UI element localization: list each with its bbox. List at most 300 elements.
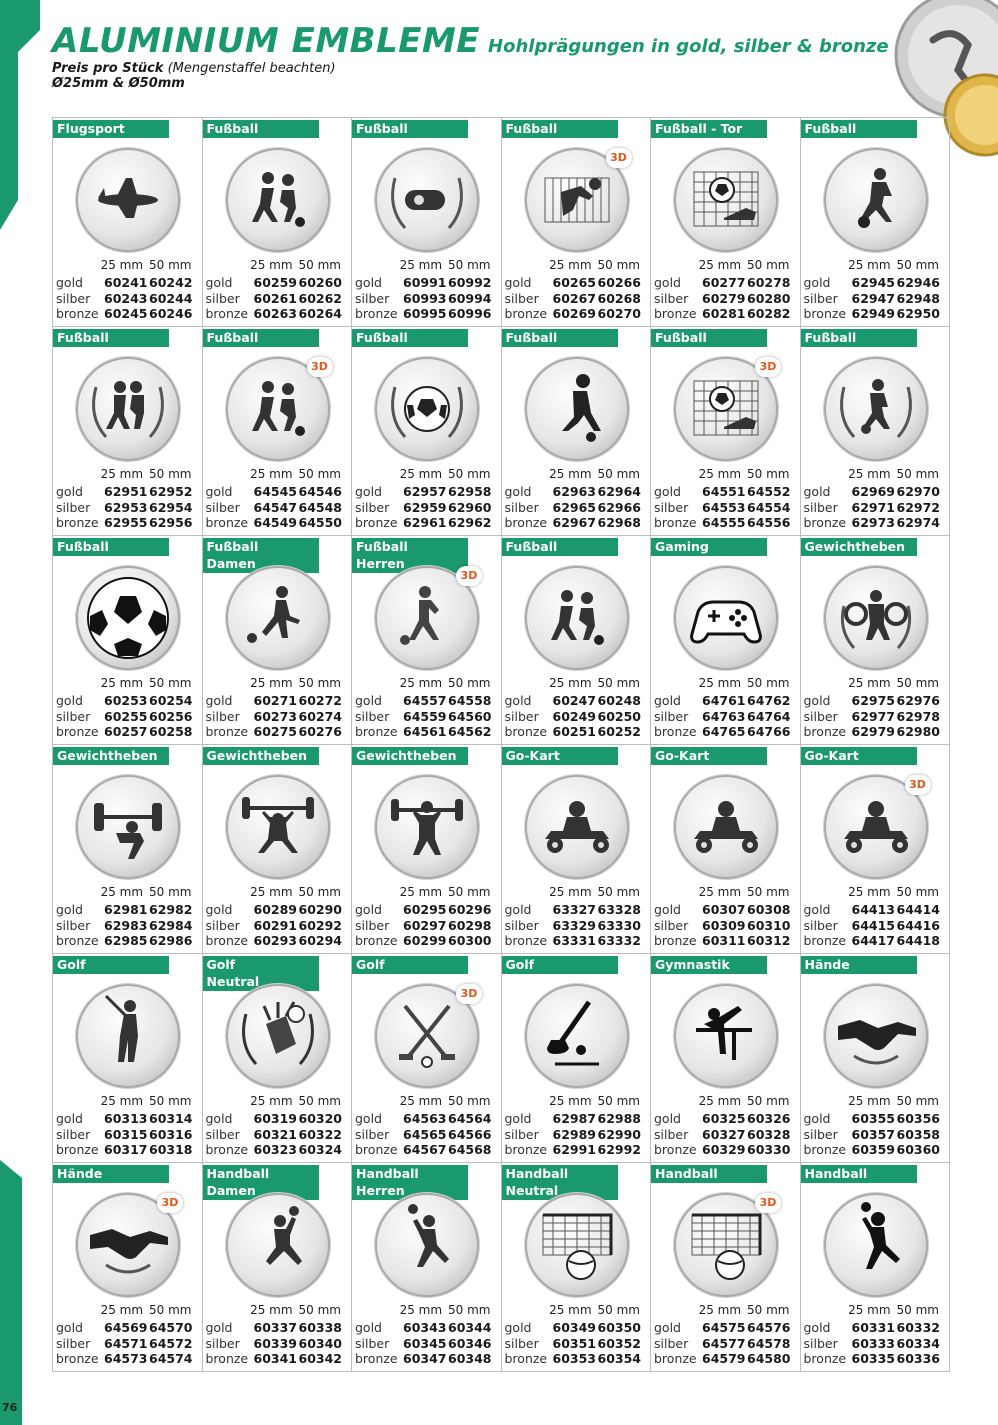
article-number-50mm[interactable]: 62968 [597, 515, 641, 530]
article-number-50mm[interactable]: 62984 [149, 917, 193, 933]
article-number-25mm[interactable]: 64549 [253, 515, 297, 530]
article-number-25mm[interactable]: 60991 [403, 275, 447, 290]
emblem-card[interactable] [801, 536, 951, 745]
article-number-25mm[interactable]: 60333 [851, 1335, 895, 1351]
soccer-kick-wreath-icon [824, 357, 928, 461]
weightlifter-squat-icon [226, 775, 330, 879]
article-number-25mm[interactable]: 64563 [403, 1111, 447, 1126]
metal-row [505, 306, 643, 322]
article-number-25mm[interactable]: 60331 [851, 1320, 895, 1335]
article-number-25mm[interactable]: 60273 [253, 708, 297, 724]
emblem-card[interactable] [651, 1163, 801, 1372]
size-label: 25 mm [399, 1094, 443, 1108]
article-number-25mm[interactable]: 62949 [851, 306, 895, 321]
article-number-50mm[interactable]: 60268 [597, 290, 641, 306]
metal-row [206, 709, 344, 725]
article-number-50mm[interactable]: 62966 [597, 499, 641, 515]
article-number-50mm[interactable]: 64762 [747, 693, 791, 708]
article-number-25mm[interactable]: 60279 [702, 290, 746, 306]
article-number-50mm[interactable]: 60248 [597, 693, 641, 708]
article-number-25mm[interactable]: 60241 [104, 275, 148, 290]
metal-name: bronze [803, 306, 847, 321]
article-number-50mm[interactable]: 62974 [896, 515, 940, 530]
metal-name: gold [654, 275, 681, 290]
article-number-50mm[interactable]: 64418 [896, 933, 940, 948]
article-number-25mm[interactable]: 64559 [403, 708, 447, 724]
article-number-25mm[interactable]: 60353 [552, 1351, 596, 1366]
article-number-25mm[interactable]: 60245 [104, 306, 148, 321]
article-number-50mm[interactable]: 60262 [298, 290, 342, 306]
article-number-50mm[interactable]: 60276 [298, 724, 342, 739]
article-number-50mm[interactable]: 60300 [448, 933, 492, 948]
article-number-50mm[interactable]: 62992 [597, 1142, 641, 1157]
article-number-25mm[interactable]: 60253 [104, 693, 148, 708]
article-number-50mm[interactable]: 60252 [597, 724, 641, 739]
article-number-50mm[interactable]: 60332 [896, 1320, 940, 1335]
article-number-50mm[interactable]: 64562 [448, 724, 492, 739]
article-number-50mm[interactable]: 60308 [747, 902, 791, 917]
metal-row [56, 902, 194, 918]
emblem-card[interactable] [651, 118, 801, 327]
article-number-50mm[interactable]: 60358 [896, 1126, 940, 1142]
article-number-50mm[interactable]: 60326 [747, 1111, 791, 1126]
article-number-50mm[interactable]: 60272 [298, 693, 342, 708]
category-label [651, 1165, 767, 1183]
article-number-50mm[interactable]: 64764 [747, 708, 791, 724]
article-number-25mm[interactable]: 60335 [851, 1351, 895, 1366]
article-number-50mm[interactable]: 60254 [149, 693, 193, 708]
emblem-card[interactable] [651, 327, 801, 536]
article-number-50mm[interactable]: 62958 [448, 484, 492, 499]
article-number-50mm[interactable]: 60320 [298, 1111, 342, 1126]
article-number-50mm[interactable]: 64576 [747, 1320, 791, 1335]
article-number-50mm[interactable]: 60328 [747, 1126, 791, 1142]
article-number-50mm[interactable]: 60360 [896, 1142, 940, 1157]
metal-name: bronze [205, 933, 249, 948]
emblem-card[interactable] [502, 327, 652, 536]
article-number-50mm[interactable]: 64554 [747, 499, 791, 515]
article-number-25mm[interactable]: 63331 [552, 933, 596, 948]
emblem-card[interactable] [502, 118, 652, 327]
article-number-25mm[interactable]: 62981 [104, 902, 148, 917]
article-number-25mm[interactable]: 62975 [851, 693, 895, 708]
emblem-card[interactable] [352, 954, 502, 1163]
metal-name: silber [205, 290, 240, 306]
article-number-50mm[interactable]: 60356 [896, 1111, 940, 1126]
article-number-25mm[interactable]: 62945 [851, 275, 895, 290]
article-number-50mm[interactable]: 60348 [448, 1351, 492, 1366]
article-number-50mm[interactable]: 64580 [747, 1351, 791, 1366]
article-number-50mm[interactable]: 64572 [149, 1335, 193, 1351]
article-number-50mm[interactable]: 60336 [896, 1351, 940, 1366]
article-number-50mm[interactable]: 63328 [597, 902, 641, 917]
article-number-50mm[interactable]: 60278 [747, 275, 791, 290]
article-number-25mm[interactable]: 64765 [702, 724, 746, 739]
article-number-50mm[interactable]: 64546 [298, 484, 342, 499]
emblem-card[interactable] [801, 954, 951, 1163]
article-number-50mm[interactable]: 64416 [896, 917, 940, 933]
article-number-50mm[interactable]: 64578 [747, 1335, 791, 1351]
article-number-50mm[interactable]: 60250 [597, 708, 641, 724]
metal-name: gold [504, 275, 532, 290]
article-number-50mm[interactable]: 64552 [747, 484, 791, 499]
article-number-25mm[interactable]: 62967 [552, 515, 596, 530]
article-number-50mm[interactable]: 60310 [747, 917, 791, 933]
category-name: Handball [356, 1166, 419, 1181]
article-number-25mm[interactable]: 62951 [104, 484, 148, 499]
article-number-50mm[interactable]: 63330 [597, 917, 641, 933]
article-number-50mm[interactable]: 62986 [149, 933, 193, 948]
size-header [244, 885, 341, 899]
article-number-50mm[interactable]: 60292 [298, 917, 342, 933]
article-number-25mm[interactable]: 60289 [253, 902, 297, 917]
emblem-card[interactable] [801, 327, 951, 536]
category-variant: Herren [356, 1183, 405, 1198]
article-number-25mm[interactable]: 60293 [253, 933, 297, 948]
article-number-25mm[interactable]: 60247 [552, 693, 596, 708]
article-number-25mm[interactable]: 62971 [851, 499, 895, 515]
size-header [543, 1303, 640, 1317]
article-number-25mm[interactable]: 64565 [403, 1126, 447, 1142]
article-number-25mm[interactable]: 62973 [851, 515, 895, 530]
article-number-50mm[interactable]: 60354 [597, 1351, 641, 1366]
metal-name: silber [504, 708, 539, 724]
article-number-25mm[interactable]: 62983 [104, 917, 148, 933]
metal-name: bronze [654, 1142, 697, 1157]
article-number-25mm[interactable]: 64567 [403, 1142, 447, 1157]
article-number-50mm[interactable]: 62962 [448, 515, 492, 530]
article-number-50mm[interactable]: 60996 [448, 306, 492, 321]
article-number-25mm[interactable]: 62989 [552, 1126, 596, 1142]
article-number-25mm[interactable]: 64555 [702, 515, 746, 530]
article-number-50mm[interactable]: 63332 [597, 933, 641, 948]
article-number-50mm[interactable]: 64556 [747, 515, 791, 530]
article-number-25mm[interactable]: 64573 [104, 1351, 148, 1366]
article-number-25mm[interactable]: 64553 [702, 499, 746, 515]
article-number-50mm[interactable]: 60994 [448, 290, 492, 306]
soccer-pictogram-icon [525, 357, 629, 461]
article-number-50mm[interactable]: 60274 [298, 708, 342, 724]
article-number-25mm[interactable]: 60309 [702, 917, 746, 933]
size-info: Ø25mm & Ø50mm [52, 76, 185, 91]
size-label: 50 mm [448, 1094, 491, 1108]
article-number-50mm[interactable]: 64550 [298, 515, 342, 530]
article-number-50mm[interactable]: 60314 [149, 1111, 193, 1126]
metal-name: bronze [803, 724, 847, 739]
article-number-25mm[interactable]: 60357 [851, 1126, 895, 1142]
article-number-25mm[interactable]: 60325 [702, 1111, 746, 1126]
article-number-25mm[interactable]: 64415 [851, 917, 895, 933]
article-number-50mm[interactable]: 62946 [896, 275, 940, 290]
metal-name: bronze [803, 1351, 847, 1366]
article-number-25mm[interactable]: 62991 [552, 1142, 596, 1157]
article-number-50mm[interactable]: 62976 [896, 693, 940, 708]
article-number-25mm[interactable]: 62955 [104, 515, 148, 530]
article-number-25mm[interactable]: 60249 [552, 708, 596, 724]
emblem-card[interactable] [352, 327, 502, 536]
emblem-card[interactable] [53, 118, 203, 327]
emblem-card[interactable] [203, 327, 353, 536]
article-number-50mm[interactable]: 60242 [149, 275, 193, 290]
category-label [801, 329, 917, 347]
article-number-50mm[interactable]: 60352 [597, 1335, 641, 1351]
emblem-card[interactable] [801, 118, 951, 327]
emblem-card[interactable] [651, 536, 801, 745]
article-number-50mm[interactable]: 62990 [597, 1126, 641, 1142]
article-number-50mm[interactable]: 60346 [448, 1335, 492, 1351]
article-number-25mm[interactable]: 60261 [253, 290, 297, 306]
article-number-50mm[interactable]: 62948 [896, 290, 940, 306]
article-number-25mm[interactable]: 62961 [403, 515, 447, 530]
article-number-25mm[interactable]: 62979 [851, 724, 895, 739]
article-number-50mm[interactable]: 60992 [448, 275, 492, 290]
article-number-50mm[interactable]: 64564 [448, 1111, 492, 1126]
article-number-25mm[interactable]: 62987 [552, 1111, 596, 1126]
article-number-50mm[interactable]: 62960 [448, 499, 492, 515]
article-number-25mm[interactable]: 64561 [403, 724, 447, 739]
article-number-50mm[interactable]: 60330 [747, 1142, 791, 1157]
article-number-25mm[interactable]: 63327 [552, 902, 596, 917]
emblem-card[interactable] [801, 1163, 951, 1372]
emblem-card[interactable] [502, 1163, 652, 1372]
article-number-25mm[interactable]: 62965 [552, 499, 596, 515]
article-number-25mm[interactable]: 60351 [552, 1335, 596, 1351]
article-number-25mm[interactable]: 62957 [403, 484, 447, 499]
article-number-25mm[interactable]: 64569 [104, 1320, 148, 1335]
emblem-card[interactable] [53, 745, 203, 954]
category-label [352, 747, 468, 765]
article-number-25mm[interactable]: 60359 [851, 1142, 895, 1157]
article-number-50mm[interactable]: 60266 [597, 275, 641, 290]
article-number-25mm[interactable]: 60267 [552, 290, 596, 306]
article-number-25mm[interactable]: 60299 [403, 933, 447, 948]
article-number-50mm[interactable]: 62950 [896, 306, 940, 321]
article-number-25mm[interactable]: 60251 [552, 724, 596, 739]
article-number-25mm[interactable]: 64557 [403, 693, 447, 708]
article-number-25mm[interactable]: 60307 [702, 902, 746, 917]
metal-name: gold [355, 1111, 382, 1126]
article-number-25mm[interactable]: 60295 [403, 902, 447, 917]
article-number-25mm[interactable]: 60277 [702, 275, 746, 290]
emblem-card[interactable] [203, 1163, 353, 1372]
emblem-card[interactable] [53, 536, 203, 745]
article-number-50mm[interactable]: 60294 [298, 933, 342, 948]
article-number-50mm[interactable]: 60244 [149, 290, 193, 306]
article-number-50mm[interactable]: 60316 [149, 1126, 193, 1142]
article-number-25mm[interactable]: 64761 [702, 693, 746, 708]
metal-row [56, 724, 194, 740]
article-number-25mm[interactable]: 62985 [104, 933, 148, 948]
article-number-25mm[interactable]: 63329 [552, 917, 596, 933]
article-number-25mm[interactable]: 60319 [253, 1111, 297, 1126]
article-number-25mm[interactable]: 60257 [104, 724, 148, 739]
emblem-card[interactable] [352, 118, 502, 327]
emblem-card[interactable] [651, 954, 801, 1163]
article-number-25mm[interactable]: 60341 [253, 1351, 297, 1366]
article-number-25mm[interactable]: 60297 [403, 917, 447, 933]
goal-ball-boot-icon [674, 148, 778, 252]
article-number-25mm[interactable]: 60313 [104, 1111, 148, 1126]
article-number-25mm[interactable]: 60265 [552, 275, 596, 290]
emblem-card[interactable] [502, 536, 652, 745]
article-number-50mm[interactable]: 64548 [298, 499, 342, 515]
article-number-50mm[interactable]: 64566 [448, 1126, 492, 1142]
article-number-25mm[interactable]: 62963 [552, 484, 596, 499]
badge-3d: 3D [606, 148, 632, 168]
metal-row [355, 306, 493, 322]
article-number-25mm[interactable]: 60321 [253, 1126, 297, 1142]
article-number-50mm[interactable]: 60350 [597, 1320, 641, 1335]
article-number-25mm[interactable]: 64551 [702, 484, 746, 499]
metal-row [505, 902, 643, 918]
article-number-25mm[interactable]: 64763 [702, 708, 746, 724]
article-number-50mm[interactable]: 60296 [448, 902, 492, 917]
article-number-50mm[interactable]: 60322 [298, 1126, 342, 1142]
article-number-25mm[interactable]: 60317 [104, 1142, 148, 1157]
emblem-card[interactable] [352, 536, 502, 745]
metal-name: silber [355, 917, 390, 933]
article-number-25mm[interactable]: 62959 [403, 499, 447, 515]
article-number-50mm[interactable]: 60312 [747, 933, 791, 948]
article-number-25mm[interactable]: 60327 [702, 1126, 746, 1142]
article-number-25mm[interactable]: 62969 [851, 484, 895, 499]
article-number-25mm[interactable]: 60243 [104, 290, 148, 306]
article-number-50mm[interactable]: 62980 [896, 724, 940, 739]
article-number-25mm[interactable]: 60993 [403, 290, 447, 306]
article-number-25mm[interactable]: 64545 [253, 484, 297, 499]
article-number-25mm[interactable]: 64577 [702, 1335, 746, 1351]
article-number-50mm[interactable]: 60342 [298, 1351, 342, 1366]
emblem-card[interactable] [203, 536, 353, 745]
article-number-50mm[interactable]: 60340 [298, 1335, 342, 1351]
article-numbers [206, 1111, 344, 1158]
article-number-25mm[interactable]: 60271 [253, 693, 297, 708]
emblem-card[interactable] [352, 1163, 502, 1372]
article-number-50mm[interactable]: 60298 [448, 917, 492, 933]
size-label: 50 mm [448, 1303, 491, 1317]
article-number-50mm[interactable]: 64574 [149, 1351, 193, 1366]
article-number-50mm[interactable]: 62982 [149, 902, 193, 917]
article-number-25mm[interactable]: 62977 [851, 708, 895, 724]
article-number-25mm[interactable]: 60311 [702, 933, 746, 948]
article-number-25mm[interactable]: 64575 [702, 1320, 746, 1335]
metal-row [505, 484, 643, 500]
article-number-50mm[interactable]: 64560 [448, 708, 492, 724]
article-number-50mm[interactable]: 60256 [149, 708, 193, 724]
metal-row [206, 275, 344, 291]
emblem-card[interactable] [651, 745, 801, 954]
article-number-25mm[interactable]: 64571 [104, 1335, 148, 1351]
article-number-50mm[interactable]: 64414 [896, 902, 940, 917]
article-number-50mm[interactable]: 60344 [448, 1320, 492, 1335]
article-number-50mm[interactable]: 64766 [747, 724, 791, 739]
article-number-50mm[interactable]: 62978 [896, 708, 940, 724]
emblem-card[interactable] [203, 954, 353, 1163]
article-number-25mm[interactable]: 60263 [253, 306, 297, 321]
metal-name: silber [355, 1335, 390, 1351]
emblem-card[interactable] [53, 1163, 203, 1372]
article-number-50mm[interactable]: 64570 [149, 1320, 193, 1335]
size-label: 50 mm [747, 1094, 790, 1108]
article-number-50mm[interactable]: 60334 [896, 1335, 940, 1351]
article-number-25mm[interactable]: 60995 [403, 306, 447, 321]
article-number-50mm[interactable]: 60338 [298, 1320, 342, 1335]
article-numbers [804, 1320, 942, 1367]
size-label: 50 mm [298, 258, 341, 272]
article-number-50mm[interactable]: 62970 [896, 484, 940, 499]
article-number-50mm[interactable]: 60264 [298, 306, 342, 321]
metal-name: silber [355, 1126, 390, 1142]
article-number-25mm[interactable]: 62953 [104, 499, 148, 515]
emblem-card[interactable] [502, 954, 652, 1163]
article-number-25mm[interactable]: 60255 [104, 708, 148, 724]
metal-name: gold [504, 902, 532, 917]
category-name: Fußball [505, 330, 558, 345]
article-number-50mm[interactable]: 60318 [149, 1142, 193, 1157]
emblem-card[interactable] [352, 745, 502, 954]
article-number-25mm[interactable]: 64413 [851, 902, 895, 917]
emblem-card[interactable] [203, 118, 353, 327]
article-number-50mm[interactable]: 62952 [149, 484, 193, 499]
article-number-25mm[interactable]: 60275 [253, 724, 297, 739]
emblem-card[interactable] [203, 745, 353, 954]
article-number-25mm[interactable]: 64417 [851, 933, 895, 948]
article-number-25mm[interactable]: 60269 [552, 306, 596, 321]
article-number-25mm[interactable]: 60281 [702, 306, 746, 321]
emblem-card[interactable] [53, 954, 203, 1163]
article-number-25mm[interactable]: 60259 [253, 275, 297, 290]
article-number-50mm[interactable]: 60246 [149, 306, 193, 321]
metal-row [654, 724, 792, 740]
size-label: 50 mm [448, 676, 491, 690]
article-number-50mm[interactable]: 60290 [298, 902, 342, 917]
article-number-50mm[interactable]: 60258 [149, 724, 193, 739]
article-number-50mm[interactable]: 62956 [149, 515, 193, 530]
article-number-50mm[interactable]: 60270 [597, 306, 641, 321]
article-number-50mm[interactable]: 62988 [597, 1111, 641, 1126]
article-number-25mm[interactable]: 64579 [702, 1351, 746, 1366]
emblem-card[interactable] [502, 745, 652, 954]
article-number-50mm[interactable]: 60282 [747, 306, 791, 321]
article-number-50mm[interactable]: 62972 [896, 499, 940, 515]
article-number-25mm[interactable]: 64547 [253, 499, 297, 515]
article-number-50mm[interactable]: 64558 [448, 693, 492, 708]
article-number-25mm[interactable]: 60329 [702, 1142, 746, 1157]
article-number-50mm[interactable]: 62954 [149, 499, 193, 515]
article-number-25mm[interactable]: 60343 [403, 1320, 447, 1335]
article-number-25mm[interactable]: 60315 [104, 1126, 148, 1142]
article-number-50mm[interactable]: 60324 [298, 1142, 342, 1157]
emblem-card[interactable] [801, 745, 951, 954]
article-number-25mm[interactable]: 60349 [552, 1320, 596, 1335]
category-label [203, 120, 319, 138]
article-number-50mm[interactable]: 60260 [298, 275, 342, 290]
golf-club-ball-icon [525, 984, 629, 1088]
article-number-50mm[interactable]: 64568 [448, 1142, 492, 1157]
article-number-25mm[interactable]: 60347 [403, 1351, 447, 1366]
article-number-50mm[interactable]: 62964 [597, 484, 641, 499]
article-number-25mm[interactable]: 60339 [253, 1335, 297, 1351]
metal-name: silber [56, 917, 91, 933]
emblem-card[interactable] [53, 327, 203, 536]
article-number-25mm[interactable]: 60323 [253, 1142, 297, 1157]
article-number-25mm[interactable]: 60291 [253, 917, 297, 933]
article-number-25mm[interactable]: 60355 [851, 1111, 895, 1126]
article-number-50mm[interactable]: 60280 [747, 290, 791, 306]
article-number-25mm[interactable]: 60345 [403, 1335, 447, 1351]
article-number-25mm[interactable]: 62947 [851, 290, 895, 306]
article-number-25mm[interactable]: 60337 [253, 1320, 297, 1335]
